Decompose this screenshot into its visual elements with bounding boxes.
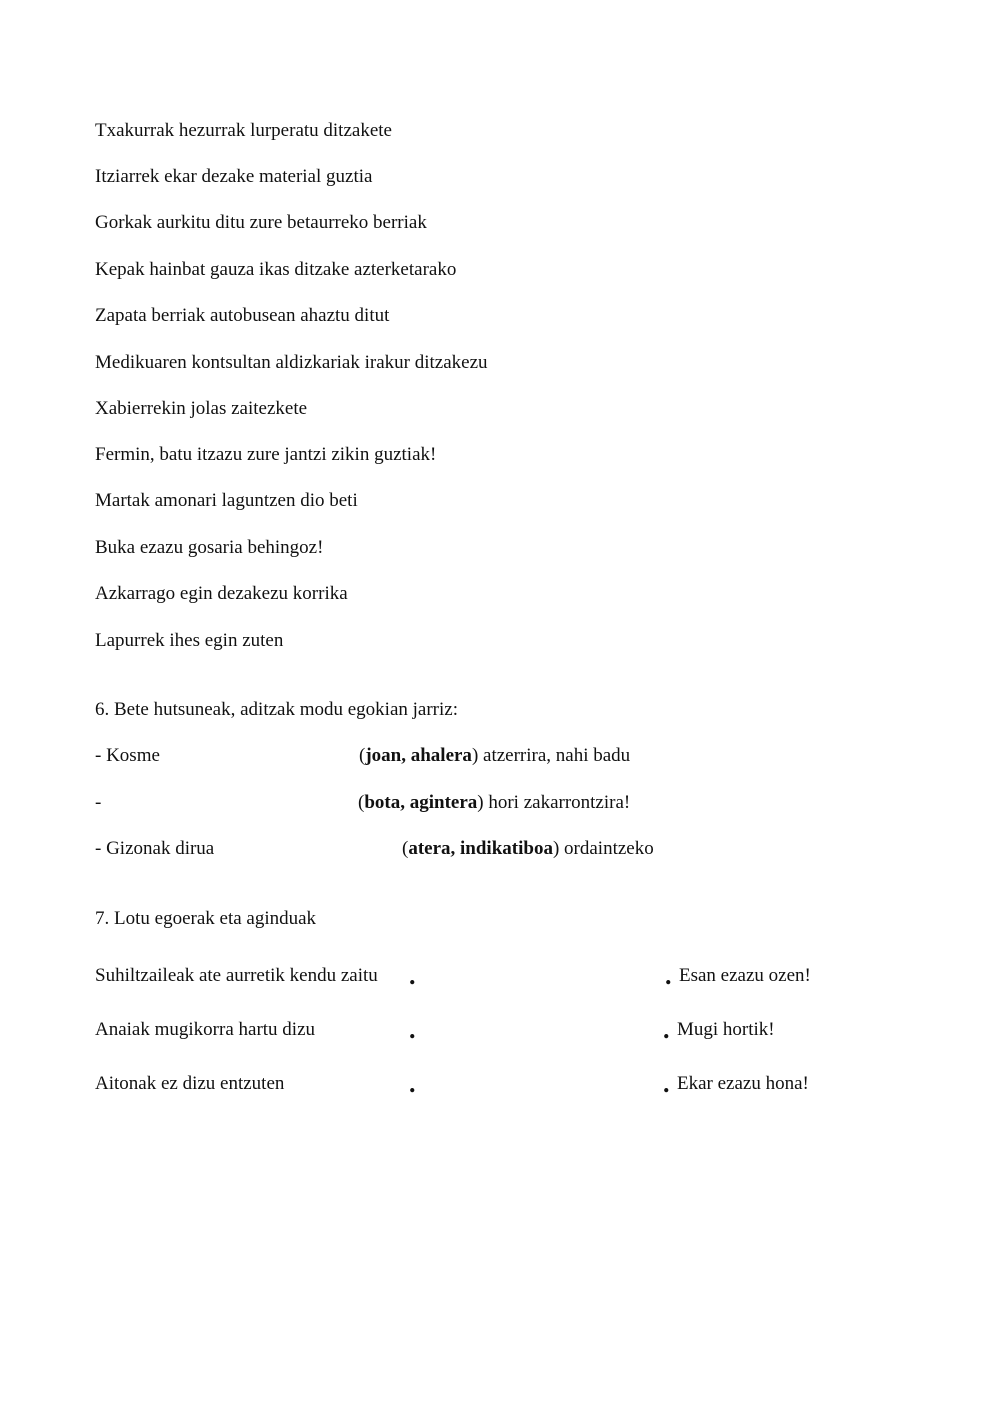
match-right-item: Ekar ezazu hona!: [677, 1073, 809, 1094]
sentence-item: Xabierrekin jolas zaitezkete: [95, 398, 308, 419]
sentence-item: Itziarrek ekar dezake material guztia: [95, 166, 373, 187]
fill-row-prefix: - Gizonak dirua: [95, 838, 215, 859]
match-left-dot[interactable]: .: [409, 1015, 416, 1044]
sentence-item: Zapata berriak autobusean ahaztu ditut: [95, 305, 390, 326]
sentence-item: Medikuaren kontsultan aldizkariak irakur ditzakezu: [95, 352, 488, 373]
match-right-dot[interactable]: .: [663, 1015, 670, 1044]
sentence-item: Buka ezazu gosaria behingoz!: [95, 537, 324, 558]
fill-row-hint: (atera, indikatiboa) ordaintzeko: [402, 838, 654, 859]
sentence-item: Fermin, batu itzazu zure jantzi zikin guztiak!: [95, 444, 437, 465]
fill-row-hint: (bota, agintera) hori zakarrontzira!: [358, 792, 631, 813]
sentence-item: Gorkak aurkitu ditu zure betaurreko berriak: [95, 212, 427, 233]
match-left-item: Anaiak mugikorra hartu dizu: [95, 1019, 316, 1040]
match-left-item: Suhiltzaileak ate aurretik kendu zaitu: [95, 965, 378, 986]
sentence-item: Martak amonari laguntzen dio beti: [95, 490, 358, 511]
sentence-item: Kepak hainbat gauza ikas ditzake azterketarako: [95, 259, 457, 280]
match-right-item: Esan ezazu ozen!: [679, 965, 811, 986]
match-right-dot[interactable]: .: [665, 961, 672, 990]
sentence-item: Azkarrago egin dezakezu korrika: [95, 583, 348, 604]
match-right-dot[interactable]: .: [663, 1069, 670, 1098]
exercise-7-title: 7. Lotu egoerak eta aginduak: [95, 908, 317, 929]
fill-row-prefix: - Kosme: [95, 745, 160, 766]
match-left-dot[interactable]: .: [409, 961, 416, 990]
sentence-item: Lapurrek ihes egin zuten: [95, 630, 284, 651]
match-right-item: Mugi hortik!: [677, 1019, 775, 1040]
exercise-6-title: 6. Bete hutsuneak, aditzak modu egokian jarriz:: [95, 699, 458, 720]
fill-row-prefix: -: [95, 792, 102, 813]
sentence-item: Txakurrak hezurrak lurperatu ditzakete: [95, 120, 392, 141]
fill-row-hint: (joan, ahalera) atzerrira, nahi badu: [359, 745, 631, 766]
match-left-item: Aitonak ez dizu entzuten: [95, 1073, 285, 1094]
match-left-dot[interactable]: .: [409, 1069, 416, 1098]
